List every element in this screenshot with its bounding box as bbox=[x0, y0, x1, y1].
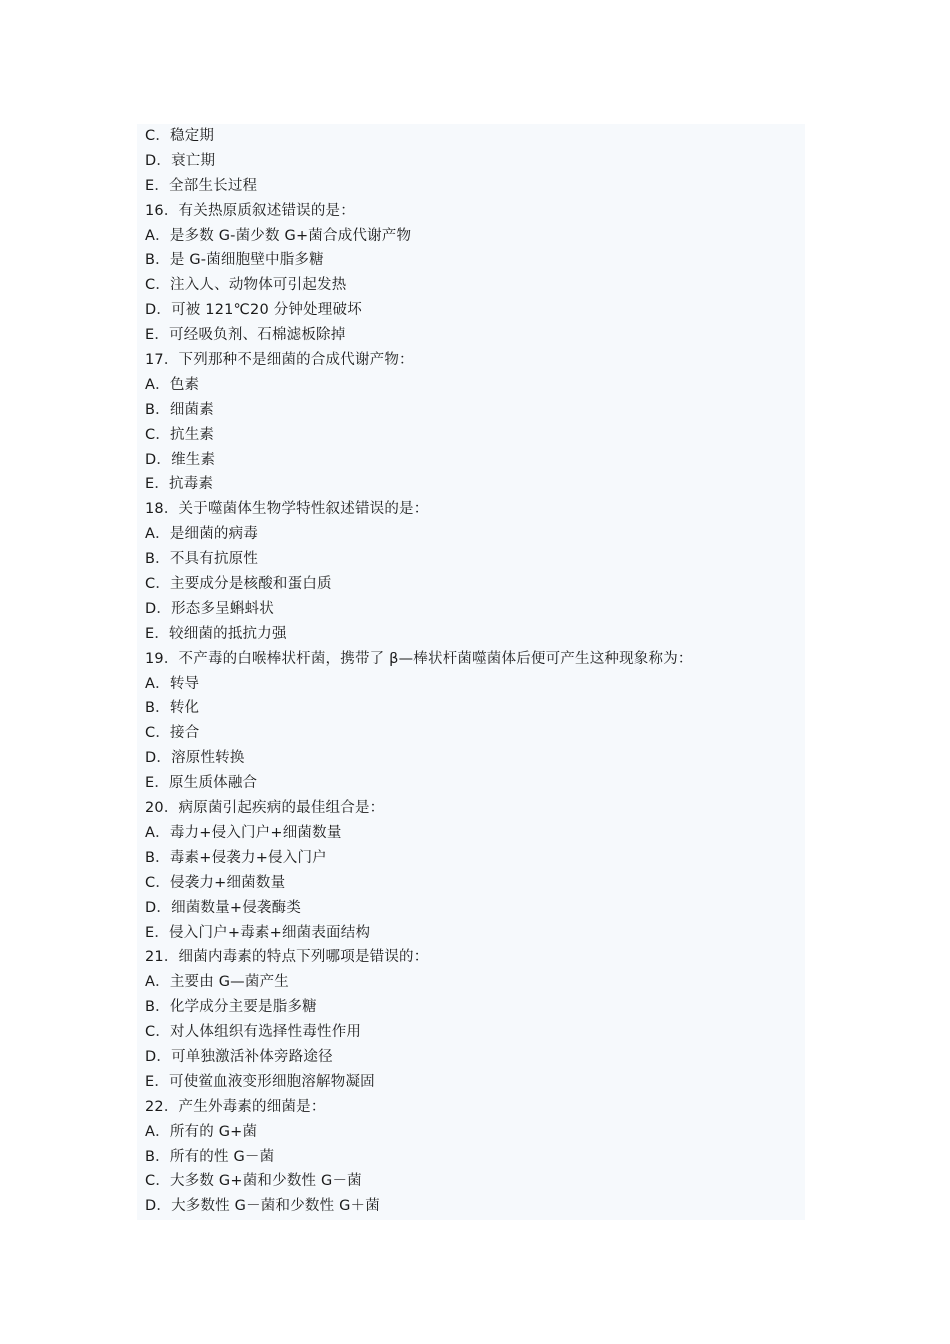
question-stem: 17．下列那种不是细菌的合成代谢产物： bbox=[145, 352, 414, 369]
answer-option: D．形态多呈蝌蚪状 bbox=[145, 600, 274, 617]
answer-option: D．溶原性转换 bbox=[145, 750, 245, 767]
answer-option: E．全部生长过程 bbox=[145, 177, 258, 194]
answer-option: C．侵袭力+细菌数量 bbox=[145, 874, 286, 891]
answer-option: B．所有的性 G－菌 bbox=[145, 1148, 275, 1165]
answer-option: A．所有的 G+菌 bbox=[145, 1123, 258, 1140]
answer-option: E．原生质体融合 bbox=[145, 775, 258, 792]
answer-option: C．主要成分是核酸和蛋白质 bbox=[145, 576, 332, 593]
answer-option: C．抗生素 bbox=[145, 426, 215, 443]
question-stem: 22．产生外毒素的细菌是： bbox=[145, 1098, 326, 1115]
answer-option: E．可经吸负剂、石棉滤板除掉 bbox=[145, 327, 346, 344]
answer-option: A．是多数 G-菌少数 G+菌合成代谢产物 bbox=[145, 227, 412, 244]
question-stem: 20．病原菌引起疾病的最佳组合是： bbox=[145, 800, 385, 817]
answer-option: C．注入人、动物体可引起发热 bbox=[145, 277, 347, 294]
answer-option: E．可使鲎血液变形细胞溶解物凝固 bbox=[145, 1073, 375, 1090]
answer-option: C．稳定期 bbox=[145, 128, 215, 144]
question-stem: 16．有关热原质叙述错误的是： bbox=[145, 202, 355, 219]
answer-option: E．较细菌的抵抗力强 bbox=[145, 625, 287, 642]
question-stem: 18．关于噬菌体生物学特性叙述错误的是： bbox=[145, 501, 429, 518]
answer-option: A．是细菌的病毒 bbox=[145, 526, 259, 543]
answer-option: E．抗毒素 bbox=[145, 476, 214, 493]
answer-option: D．细菌数量+侵袭酶类 bbox=[145, 899, 302, 916]
answer-option: A．毒力+侵入门户+细菌数量 bbox=[145, 824, 342, 841]
question-stem: 21．细菌内毒素的特点下列哪项是错误的： bbox=[145, 949, 429, 966]
answer-option: B．不具有抗原性 bbox=[145, 551, 259, 568]
question-stem: 19．不产毒的白喉棒状杆菌，携带了 β—棒状杆菌噬菌体后便可产生这种现象称为： bbox=[145, 650, 693, 667]
answer-option: E．侵入门户+毒素+细菌表面结构 bbox=[145, 924, 371, 941]
answer-option: D．维生素 bbox=[145, 451, 216, 468]
answer-option: B．毒素+侵袭力+侵入门户 bbox=[145, 849, 327, 866]
answer-option: C．接合 bbox=[145, 725, 200, 742]
answer-option: D．大多数性 G－菌和少数性 G＋菌 bbox=[145, 1198, 380, 1215]
answer-option: B．化学成分主要是脂多糖 bbox=[145, 999, 317, 1016]
answer-option: C．对人体组织有选择性毒性作用 bbox=[145, 1024, 362, 1041]
answer-option: B．转化 bbox=[145, 700, 200, 717]
answer-option: C．大多数 G+菌和少数性 G－菌 bbox=[145, 1173, 362, 1190]
answer-option: D．可被 121℃20 分钟处理破坏 bbox=[145, 302, 362, 319]
answer-option: A．色素 bbox=[145, 376, 200, 393]
answer-option: B．是 G-菌细胞壁中脂多糖 bbox=[145, 252, 324, 269]
answer-option: A．主要由 G—菌产生 bbox=[145, 974, 289, 991]
answer-option: D．衰亡期 bbox=[145, 152, 216, 169]
answer-option: B．细菌素 bbox=[145, 401, 214, 418]
answer-option: A．转导 bbox=[145, 675, 200, 692]
answer-option: D．可单独激活补体旁路途径 bbox=[145, 1048, 333, 1065]
question-list bbox=[145, 124, 693, 1219]
